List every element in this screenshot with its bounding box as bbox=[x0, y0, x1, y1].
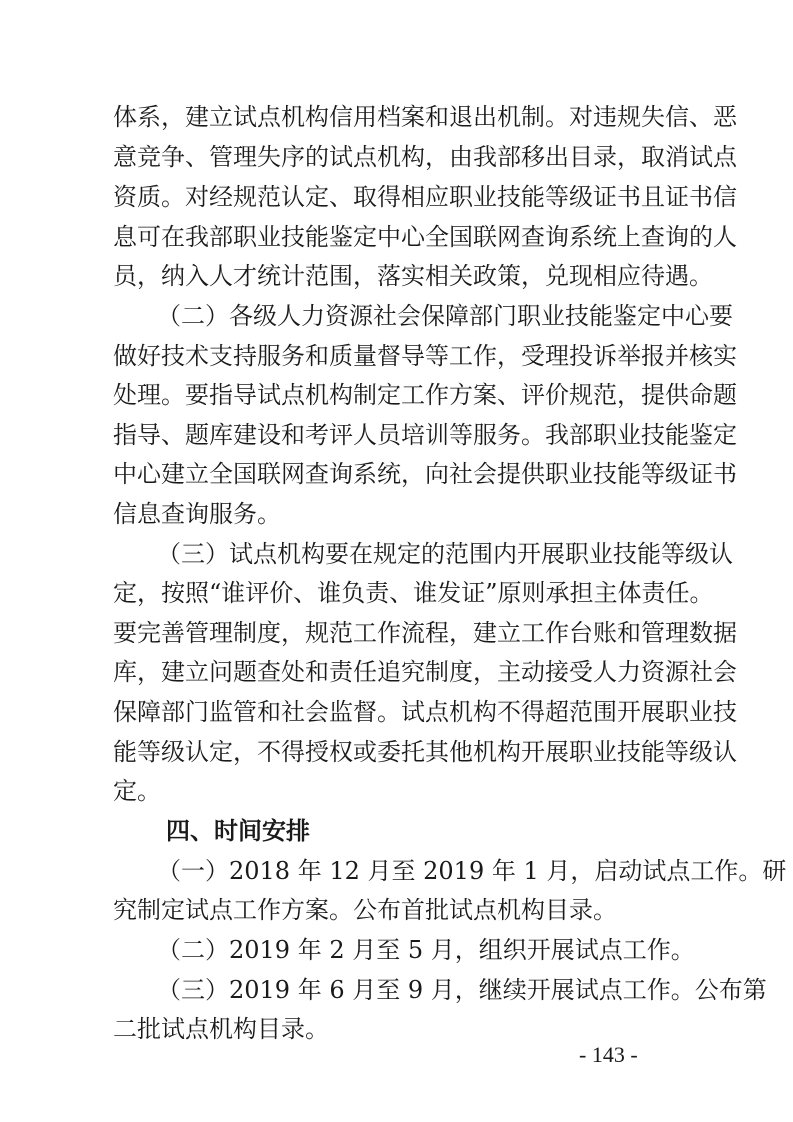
body-text-line: 定。 bbox=[113, 777, 161, 805]
body-text-line: 中心建立全国联网查询系统，向社会提供职业技能等级证书 bbox=[113, 460, 737, 488]
body-text-line: 二批试点机构目录。 bbox=[113, 1015, 329, 1043]
body-text-line: 员，纳入人才统计范围，落实相关政策，兑现相应待遇。 bbox=[113, 262, 713, 290]
body-text-line: （二）各级人力资源社会保障部门职业技能鉴定中心要 bbox=[157, 302, 733, 330]
body-text-line: 能等级认定，不得授权或委托其他机构开展职业技能等级认 bbox=[113, 738, 737, 766]
body-text-line: 意竞争、管理失序的试点机构，由我部移出目录，取消试点 bbox=[113, 143, 737, 171]
body-text-line: 指导、题库建设和考评人员培训等服务。我部职业技能鉴定 bbox=[113, 421, 737, 449]
body-text-line: 要完善管理制度，规范工作流程，建立工作台账和管理数据 bbox=[113, 619, 737, 647]
body-text-line: 信息查询服务。 bbox=[113, 500, 281, 528]
page-number: - 143 - bbox=[579, 1042, 638, 1067]
body-text-line: 处理。要指导试点机构制定工作方案、评价规范，提供命题 bbox=[113, 381, 737, 409]
body-text-line: 做好技术支持服务和质量督导等工作，受理投诉举报并核实 bbox=[113, 342, 737, 370]
section-heading: 四、时间安排 bbox=[166, 817, 310, 845]
body-text-line: 息可在我部职业技能鉴定中心全国联网查询系统上查询的人 bbox=[113, 223, 737, 251]
body-text-line: （三）试点机构要在规定的范围内开展职业技能等级认 bbox=[157, 540, 733, 568]
body-text-line: （一）2018 年 12 月至 2019 年 1 月，启动试点工作。研 bbox=[157, 857, 787, 885]
body-text-line: 究制定试点工作方案。公布首批试点机构目录。 bbox=[113, 896, 617, 924]
body-text-line: 库，建立问题查处和责任追究制度，主动接受人力资源社会 bbox=[113, 658, 737, 686]
body-text-line: 保障部门监管和社会监督。试点机构不得超范围开展职业技 bbox=[113, 698, 737, 726]
body-text-line: （三）2019 年 6 月至 9 月，继续开展试点工作。公布第 bbox=[157, 976, 767, 1004]
body-text-line: 体系，建立试点机构信用档案和退出机制。对违规失信、恶 bbox=[113, 103, 737, 131]
body-text-line: （二）2019 年 2 月至 5 月，组织开展试点工作。 bbox=[157, 936, 695, 964]
body-text-line: 资质。对经规范认定、取得相应职业技能等级证书且证书信 bbox=[113, 183, 737, 211]
body-text-line: 定，按照“谁评价、谁负责、谁发证”原则承担主体责任。 bbox=[113, 579, 714, 607]
